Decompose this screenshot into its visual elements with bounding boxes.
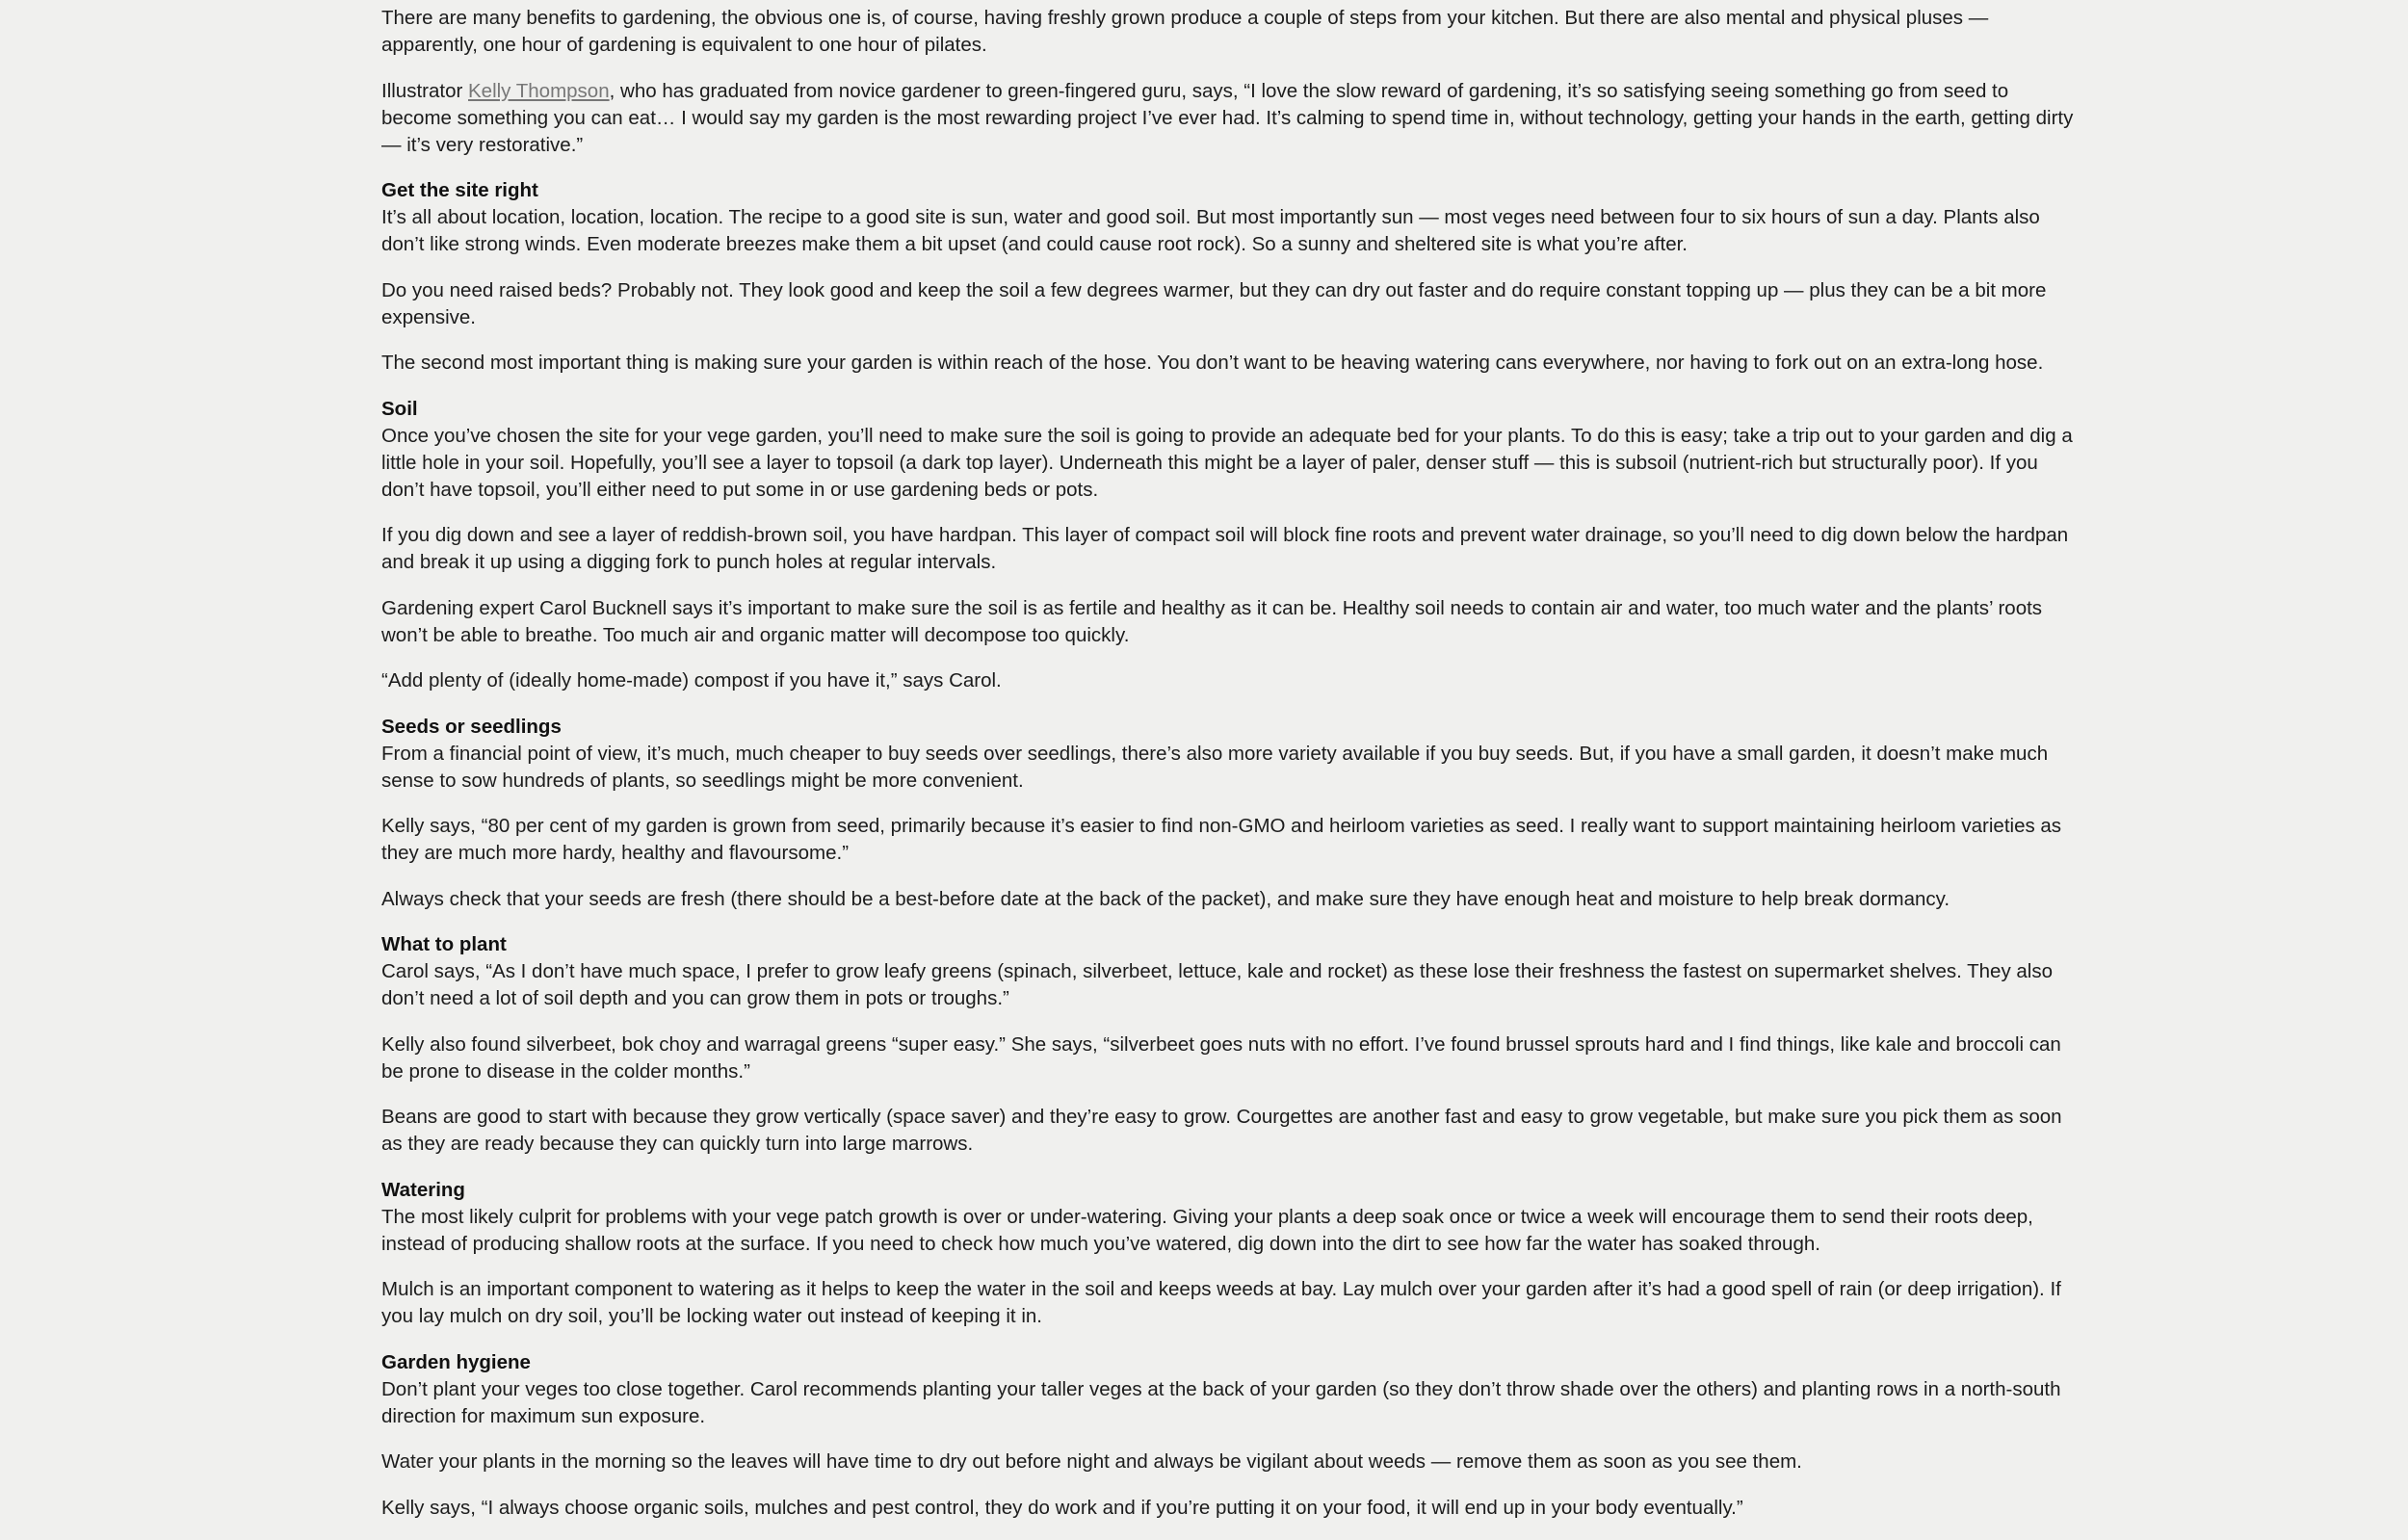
section-heading-garden-hygiene: Garden hygiene (381, 1350, 531, 1373)
paragraph: The second most important thing is making sure your garden is within reach of the hose. You don’t want to be heaving watering cans everywhere, nor having to fork out on an extra-long hose. (381, 352, 2044, 374)
section-heading-watering: Watering (381, 1178, 465, 1201)
paragraph: Kelly says, “80 per cent of my garden is grown from seed, primarily because it’s easier to find non-GMO and heirloom varieties as seed. I really want to support maintaining heirloom varieties as they are much more hardy, healthy and flavoursome.” (381, 815, 2062, 864)
paragraph: Always check that your seeds are fresh (there should be a best-before date at the back of the packet), and make sure they have enough heat and moisture to help break dormancy. (381, 887, 1950, 910)
paragraph: Beans are good to start with because they grow vertically (space saver) and they’re easy to grow. Courgettes are another fast and easy to grow vegetable, but make sure you pick them as soon as they are ready because they can quickly turn into large marrows. (381, 1106, 2062, 1155)
paragraph: Once you’ve chosen the site for your vege garden, you’ll need to make sure the soil is going to provide an adequate bed for your plants. To do this is easy; take a trip out to your garden and dig a little hole in your soil. Hopefully, you’ll see a layer to topsoil (a dark top layer). Underneath this might be a layer of paler, denser stuff — this is subsoil (nutrient-rich but structurally poor). If you don’t have topsoil, you’ll either need to put some in or use gardening beds or pots. (381, 424, 2073, 501)
paragraph: Don’t plant your veges too close together. Carol recommends planting your taller veges at the back of your garden (so they don’t throw shade over the others) and planting rows in a north-south direction for maximum sun exposure. (381, 1377, 2061, 1427)
paragraph: It’s all about location, location, location. The recipe to a good site is sun, water and good soil. But most importantly sun — most veges need between four to six hours of sun a day. Plants also don’t like strong winds. Even moderate breezes make them a bit upset (and could cause root rock). So a sunny and sheltered site is what you’re after. (381, 206, 2040, 255)
intro-paragraph: There are many benefits to gardening, the obvious one is, of course, having freshly grown produce a couple of steps from your kitchen. But there are also mental and physical pluses — apparently, one hour of gardening is equivalent to one hour of pilates. (381, 7, 1989, 56)
paragraph: Carol says, “As I don’t have much space, I prefer to grow leafy greens (spinach, silverbeet, lettuce, kale and rocket) as these lose their freshness the fastest on supermarket shelves. They also don’t need a lot of soil depth and you can grow them in pots or troughs.” (381, 960, 2054, 1009)
paragraph: Kelly also found silverbeet, bok choy and warragal greens “super easy.” She says, “silverbeet goes nuts with no effort. I’ve found brussel sprouts hard and I find things, like kale and broccoli can be prone to disease in the colder months.” (381, 1032, 2061, 1083)
paragraph: If you dig down and see a layer of reddish-brown soil, you have hardpan. This layer of compact soil will block fine roots and prevent water drainage, so you’ll need to dig down below the hardpan and break it up using a digging fork to punch holes at regular intervals. (381, 524, 2069, 573)
paragraph: From a financial point of view, it’s much, much cheaper to buy seeds over seedlings, there’s also more variety available if you buy seeds. But, if you have a small garden, it doesn’t make much sense to sow hundreds of plants, so seedlings might be more convenient. (381, 742, 2049, 792)
paragraph: Do you need raised beds? Probably not. They look good and keep the soil a few degrees warmer, but they can dry out faster and do require constant topping up — plus they can be a bit more expensive. (381, 278, 2047, 328)
section-heading-seeds: Seeds or seedlings (381, 715, 562, 738)
section-heading-soil: Soil (381, 397, 418, 420)
paragraph: Kelly says, “I always choose organic soils, mulches and pest control, they do work and if you’re putting it on your food, it will end up in your body eventually.” (381, 1496, 1743, 1519)
kelly-quote-text: , who has graduated from novice gardener to green-fingered guru, says, “I love the slow reward of gardening, it’s so satisfying seeing something go from seed to become something you can eat… I would say my garden is the most rewarding project I’ve ever had. It’s calming to spend time in, without technology, getting your hands in the earth, getting dirty — it’s very restorative.” (381, 79, 2074, 156)
kelly-quote-prefix: Illustrator (381, 79, 468, 102)
article-body (381, 0, 2077, 1540)
paragraph: Water your plants in the morning so the leaves will have time to dry out before night and always be vigilant about weeds — remove them as soon as you see them. (381, 1450, 1802, 1473)
paragraph: The most likely culprit for problems with your vege patch growth is over or under-watering. Giving your plants a deep soak once or twice a week will encourage them to send their roots deep, instead of producing shallow roots at the surface. If you need to check how much you’ve watered, dig down into the dirt to see how far the water has soaked through. (381, 1205, 2033, 1255)
section-heading-site: Get the site right (381, 179, 538, 201)
paragraph: Gardening expert Carol Bucknell says it’s important to make sure the soil is as fertile and healthy as it can be. Healthy soil needs to contain air and water, too much water and the plants’ roots won’t be able to breathe. Too much air and organic matter will decompose too quickly. (381, 596, 2043, 646)
kelly-quote-paragraph (381, 78, 2077, 159)
section-heading-what-to-plant: What to plant (381, 933, 507, 955)
paragraph: Mulch is an important component to watering as it helps to keep the water in the soil and keeps weeds at bay. Lay mulch over your garden after it’s had a good spell of rain (or deep irrigation). If you lay mulch on dry soil, you’ll be locking water out instead of keeping it in. (381, 1278, 2061, 1327)
kelly-thompson-link[interactable]: Kelly Thompson (468, 79, 610, 102)
paragraph: “Add plenty of (ideally home-made) compost if you have it,” says Carol. (381, 669, 1002, 692)
